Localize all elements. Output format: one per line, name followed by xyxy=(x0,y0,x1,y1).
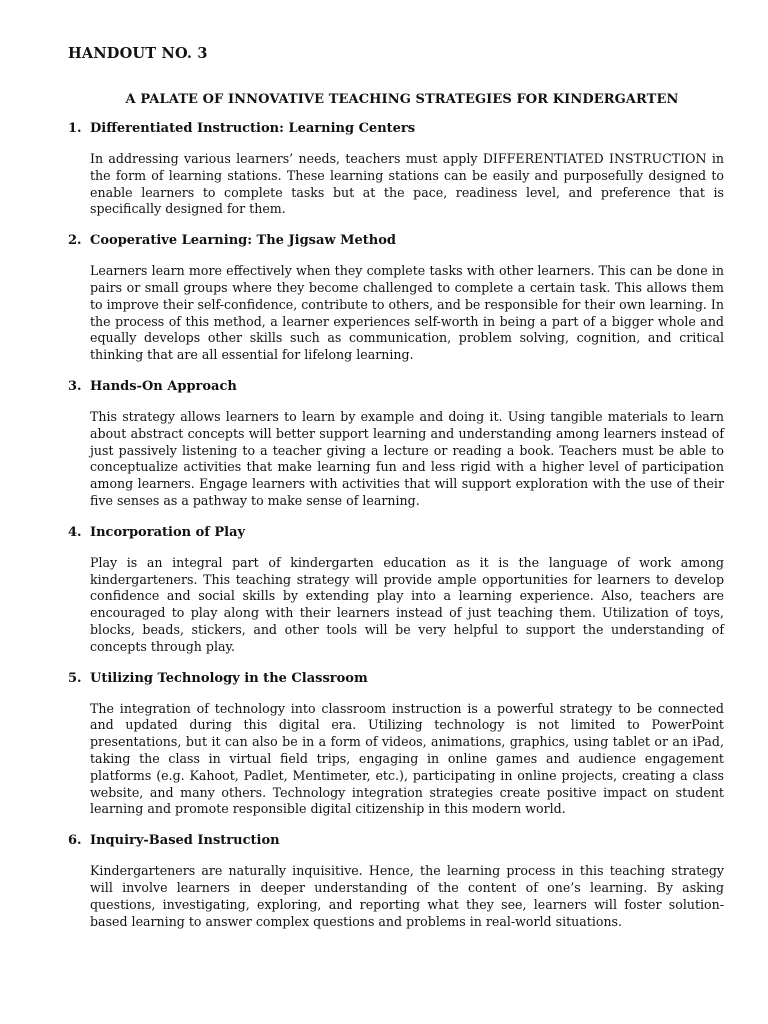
section-number: 6. xyxy=(68,833,82,849)
section-number: 3. xyxy=(68,378,82,394)
section-paragraph: This strategy allows learners to learn by example and doing it. Using tangible materials to learn about abstract concepts will better support learning and understanding among learners instead of just passively listening to a teacher giving a lecture or reading a book. Teachers must be able to conceptualize activities that make learning fun and less rigid with a higher level of participation among learners. Engage learners with activities that will support exploration with the use of their five senses as a pathway to make sense of learning. xyxy=(90,408,724,508)
section-heading xyxy=(68,832,724,850)
section-title: Differentiated Instruction: Learning Centers xyxy=(90,121,416,136)
section-paragraph: Play is an integral part of kindergarten education as it is the language of work among kindergarteners. This teaching strategy will provide ample opportunities for learners to develop confidence and social skills by extending play into a learning experience. Also, teachers are encouraged to play along with their learners instead of just teaching them. Utilization of toys, blocks, beads, stickers, and other tools will be very helpful to support the understanding of concepts through play. xyxy=(90,554,724,654)
section-title: Utilizing Technology in the Classroom xyxy=(90,670,368,686)
section-title: Hands-On Approach xyxy=(90,378,237,394)
section-paragraph: In addressing various learners’ needs, teachers must apply DIFFERENTIATED INSTRUCTION in the form of learning stations. These learning stations can be easily and purposefully designed to enable learners to complete tasks but at the pace, readiness level, and preference that is specifically designed for them. xyxy=(90,151,724,217)
section-heading xyxy=(68,232,724,250)
section-heading xyxy=(68,670,724,688)
section-heading xyxy=(68,120,724,138)
section-heading xyxy=(68,524,724,542)
section-title: Cooperative Learning: The Jigsaw Method xyxy=(90,233,396,249)
section-number: 4. xyxy=(68,524,82,540)
strategy-section-2 xyxy=(68,232,724,364)
handout-number: HANDOUT NO. 3 xyxy=(68,45,208,62)
section-number: 2. xyxy=(68,233,82,249)
strategy-section-5 xyxy=(68,670,724,819)
section-heading xyxy=(68,378,724,396)
strategy-section-6 xyxy=(68,832,724,930)
document-title: A PALATE OF INNOVATIVE TEACHING STRATEGIES FOR KINDERGARTEN xyxy=(125,92,679,107)
section-title: Incorporation of Play xyxy=(90,524,246,540)
section-title: Inquiry-Based Instruction xyxy=(90,833,280,849)
strategy-section-4 xyxy=(68,524,724,656)
section-paragraph: Kindergarteners are naturally inquisitive. Hence, the learning process in this teaching strategy will involve learners in deeper understanding of the content of one’s learning. By asking questions, investigating, exploring, and reporting what they see, learners will foster solution-based learning to answer complex questions and problems in real-world situations. xyxy=(90,863,724,929)
section-number: 1. xyxy=(68,121,82,136)
section-number: 5. xyxy=(68,670,82,686)
strategy-section-1 xyxy=(68,120,724,218)
strategy-section-3 xyxy=(68,378,724,510)
section-paragraph: The integration of technology into classroom instruction is a powerful strategy to be connected and updated during this digital era. Utilizing technology is not limited to PowerPoint presentations, but it can also be in a form of videos, animations, graphics, using tablet or an iPad, taking the class in virtual field trips, engaging in online games and audience engagement platforms (e.g. Kahoot, Padlet, Mentimeter, etc.), participating in online projects, creating a class website, and many others. Technology integration strategies create positive impact on student learning and promote responsible digital citizenship in this modern world. xyxy=(90,700,724,817)
strategy-list xyxy=(68,120,724,930)
section-paragraph: Learners learn more effectively when they complete tasks with other learners. This can be done in pairs or small groups where they become challenged to complete a certain task. This allows them to improve their self-confidence, contribute to others, and be responsible for their own learning. In the process of this method, a learner experiences self-worth in being a part of a bigger whole and equally develops other skills such as communication, problem solving, cognition, and critical thinking that are all essential for lifelong learning. xyxy=(90,263,724,363)
